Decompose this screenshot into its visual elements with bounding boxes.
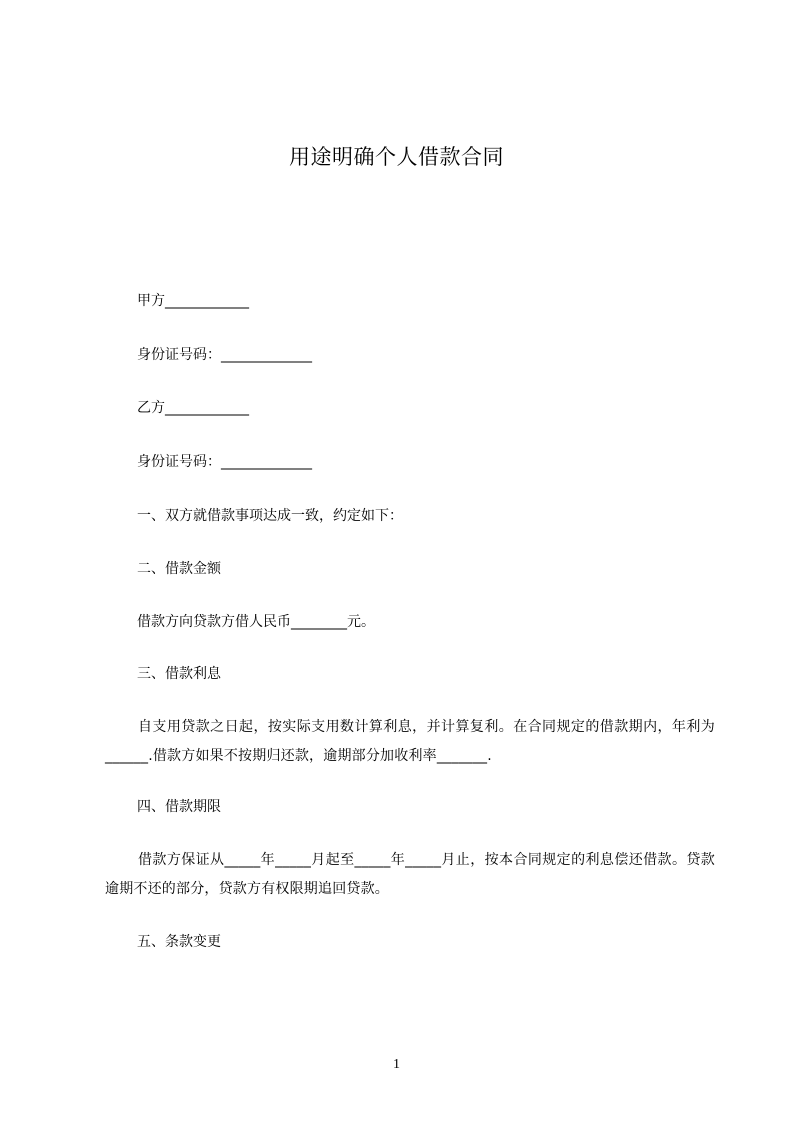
party-b-line: 乙方____________ (137, 400, 249, 416)
section-4-heading: 四、借款期限 (137, 799, 221, 815)
party-a-id-line: 身份证号码：_____________ (137, 347, 312, 363)
section-1-heading: 一、双方就借款事项达成一致，约定如下： (137, 508, 403, 524)
interest-paragraph: 自支用贷款之日起，按实际支用数计算利息，并计算复利。在合同规定的借款期内，年利为______.借款方如果不按期归还款，逾期部分加收利率_______. (105, 719, 715, 764)
party-a-line: 甲方____________ (137, 293, 249, 309)
section-3-heading: 三、借款利息 (137, 666, 221, 682)
section-2-heading: 二、借款金额 (137, 561, 221, 577)
page-number: 1 (393, 1057, 400, 1072)
section-5-heading: 五、条款变更 (137, 934, 221, 950)
term-paragraph: 借款方保证从_____年_____月起至_____年_____月止，按本合同规定的利息偿还借款。贷款逾期不还的部分，贷款方有权限期追回贷款。 (105, 852, 715, 897)
loan-amount-text: 借款方向贷款方借人民币________元。 (137, 614, 375, 630)
party-b-id-line: 身份证号码：_____________ (137, 454, 312, 470)
document-title: 用途明确个人借款合同 (289, 145, 504, 169)
